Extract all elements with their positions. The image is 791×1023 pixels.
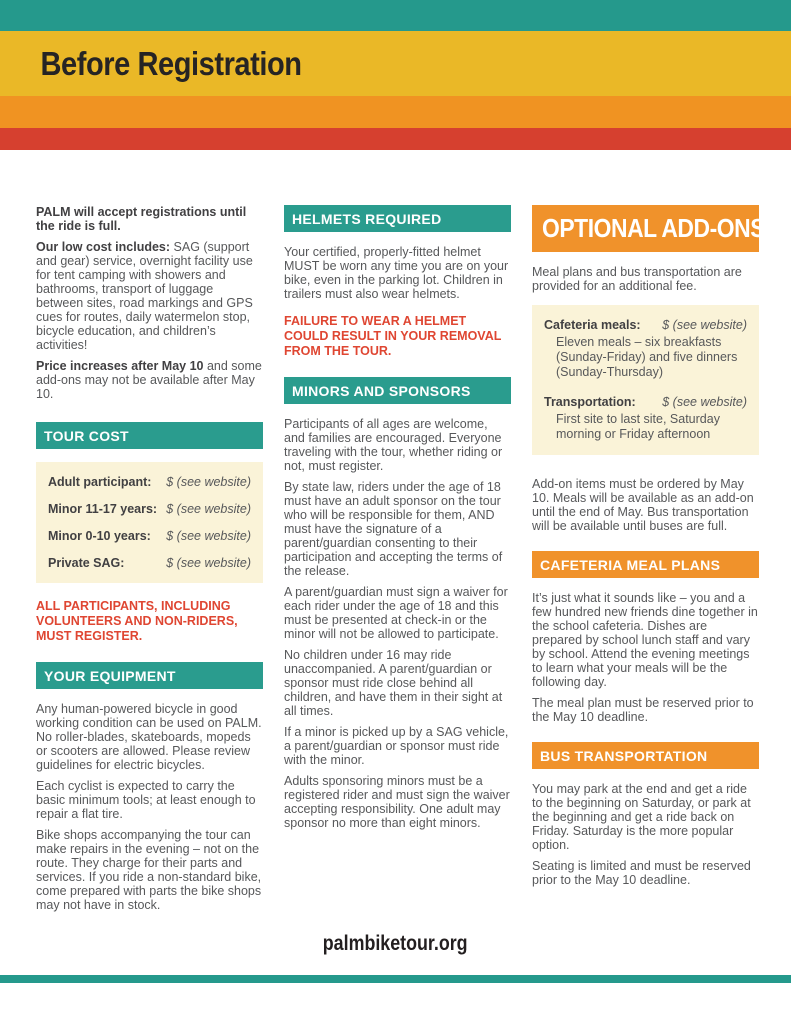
paragraph: You may park at the end and get a ride to the beginning on Saturday, or park at the beginning and get a ride back on Friday. Saturday is the more popular option. xyxy=(532,782,751,852)
intro-bold-lead: Price increases after May 10 xyxy=(36,359,204,373)
addon-price: $ (see website) xyxy=(662,395,747,409)
cost-row xyxy=(48,502,251,516)
cost-price: $ (see website) xyxy=(166,475,251,489)
section-header-cafeteria-meal-plans: CAFETERIA MEAL PLANS xyxy=(532,551,759,578)
top-band-red xyxy=(0,128,791,150)
paragraph: If a minor is picked up by a SAG vehicle, a parent/guardian or sponsor must ride with the minor. xyxy=(284,725,509,767)
paragraph: No children under 16 may ride unaccompanied. A parent/guardian or sponsor must ride close behind all children, and have them in their sight at all times. xyxy=(284,648,503,718)
addon-label: Cafeteria meals: xyxy=(544,318,641,332)
section-header-minors-and-sponsors: MINORS AND SPONSORS xyxy=(284,377,511,404)
cost-row xyxy=(48,475,251,489)
paragraph: Our low cost includes: SAG (support and gear) service, overnight facility use for tent camping with showers and bathrooms, transport of luggage between sites, road markings and GPS cues for routes, daily watermelon stop, bicycle education, and children’s activities! xyxy=(36,240,253,352)
paragraph: Your certified, properly-fitted helmet MUST be worn any time you are on your bike, even in the parking lot. Children in trailers must also wear helmets. xyxy=(284,245,509,301)
cost-price: $ (see website) xyxy=(166,502,251,516)
column-middle xyxy=(284,205,511,919)
footer xyxy=(0,932,791,956)
paragraph: By state law, riders under the age of 18 must have an adult sponsor on the tour who will be responsible for them, AND must have the signature of a parent/guardian consenting to their participation and accepting the terms of the release. xyxy=(284,480,503,578)
helmet-warning: FAILURE TO WEAR A HELMET COULD RESULT IN YOUR REMOVAL FROM THE TOUR. xyxy=(284,314,502,358)
paragraph: It’s just what it sounds like – you and a few hundred new friends dine together in the school cafeteria. Dishes are prepared by school lunch staff and vary by school. Attend the evening meetings to learn what your meals will be the following day. xyxy=(532,591,758,689)
paragraph: Adults sponsoring minors must be a registered rider and must sign the waiver accepting responsibility. One adult may sponsor no more than eight minors. xyxy=(284,774,510,830)
paragraph: Seating is limited and must be reserved prior to the May 10 deadline. xyxy=(532,859,751,887)
cost-row xyxy=(48,529,251,543)
cost-label: Private SAG: xyxy=(48,556,125,570)
cost-price: $ (see website) xyxy=(166,529,251,543)
paragraph: Bike shops accompanying the tour can make repairs in the evening – not on the route. They charge for their parts and services. If you ride a non-standard bike, come prepared with parts the bike shops may not have in stock. xyxy=(36,828,262,912)
paragraph xyxy=(36,205,263,233)
paragraph: Add-on items must be ordered by May 10. Meals will be available as an add-on until the end of May. Bus transportation will be available until buses are full. xyxy=(532,477,754,533)
cost-label: Minor 11-17 years: xyxy=(48,502,158,516)
page-title: Before Registration xyxy=(40,44,302,82)
paragraph: Meal plans and bus transportation are provided for an additional fee. xyxy=(532,265,742,293)
bottom-band-teal xyxy=(0,975,791,983)
section-header-your-equipment: YOUR EQUIPMENT xyxy=(36,662,263,689)
paragraph: A parent/guardian must sign a waiver for each rider under the age of 18 and this must be presented at check-in or the minor will not be allowed to participate. xyxy=(284,585,508,641)
must-register-warning: ALL PARTICIPANTS, INCLUDING VOLUNTEERS AND NON-RIDERS, MUST REGISTER. xyxy=(36,599,238,643)
paragraph: Any human-powered bicycle in good working condition can be used on PALM. No roller-blades, skateboards, mopeds or scooters are allowed. Please review guidelines for electric bicycles. xyxy=(36,702,262,772)
addon-item xyxy=(544,395,747,442)
cost-label: Adult participant: xyxy=(48,475,152,489)
footer-url: palmbiketour.org xyxy=(323,932,468,955)
title-band xyxy=(0,31,791,96)
paragraph: Price increases after May 10 and some add-ons may not be available after May 10. xyxy=(36,359,262,401)
add-ons-box xyxy=(532,305,759,455)
addon-description: Eleven meals – six breakfasts (Sunday-Friday) and five dinners (Sunday-Thursday) xyxy=(556,335,738,379)
section-header-bus-transportation: BUS TRANSPORTATION xyxy=(532,742,759,769)
section-header-tour-cost: TOUR COST xyxy=(36,422,263,449)
cost-price: $ (see website) xyxy=(166,556,251,570)
paragraph: Participants of all ages are welcome, and families are encouraged. Everyone traveling with the tour, whether riding or not, must register. xyxy=(284,417,503,473)
section-header-helmets-required: HELMETS REQUIRED xyxy=(284,205,511,232)
paragraph: Each cyclist is expected to carry the basic minimum tools; at least enough to repair a flat tire. xyxy=(36,779,256,821)
section-header-optional-add-ons: OPTIONAL ADD-ONS xyxy=(532,205,759,252)
content-columns xyxy=(0,150,791,919)
addon-price: $ (see website) xyxy=(662,318,747,332)
cost-label: Minor 0-10 years: xyxy=(48,529,151,543)
addon-label: Transportation: xyxy=(544,395,636,409)
cost-row xyxy=(48,556,251,570)
intro-bold-text: PALM will accept registrations until the ride is full. xyxy=(36,205,247,233)
top-band-orange xyxy=(0,96,791,128)
tour-cost-box xyxy=(36,462,263,583)
addon-description: First site to last site, Saturday morning or Friday afternoon xyxy=(556,412,720,441)
intro-bold-lead: Our low cost includes: xyxy=(36,240,171,254)
addon-item xyxy=(544,318,747,380)
column-right xyxy=(532,205,766,919)
paragraph: The meal plan must be reserved prior to the May 10 deadline. xyxy=(532,696,754,724)
top-band-teal xyxy=(0,0,791,31)
column-left xyxy=(36,205,263,919)
